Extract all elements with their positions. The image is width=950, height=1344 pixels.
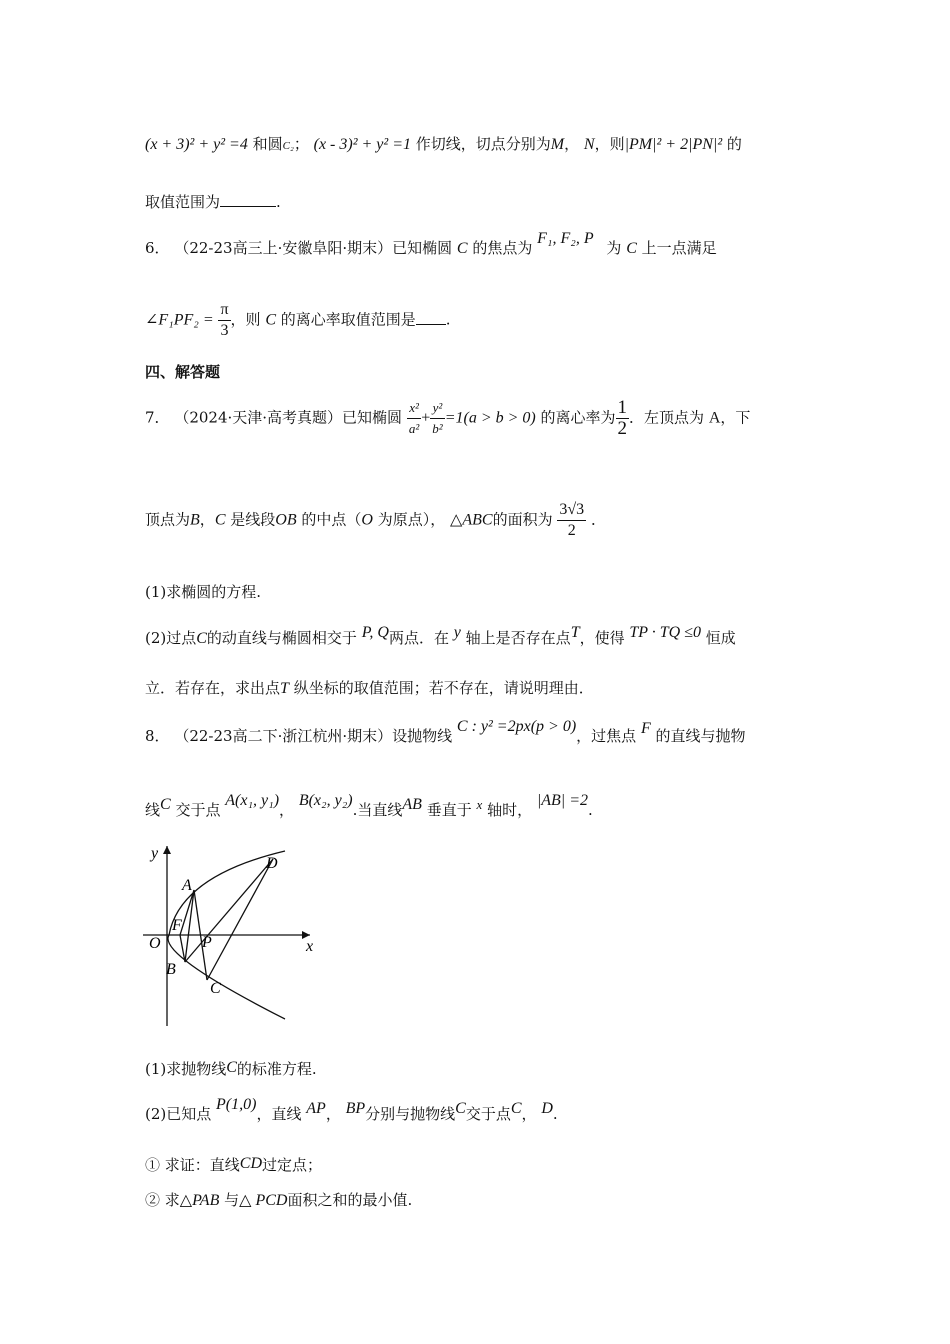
triangle-pcd: △ PCD xyxy=(239,1192,288,1209)
point-a: A xyxy=(708,409,721,427)
point-c: C xyxy=(510,1100,522,1117)
q8-line-1 xyxy=(145,718,746,747)
q8-text: .当直线 xyxy=(352,801,403,819)
q8-text: 面积之和的最小值. xyxy=(287,1191,413,1209)
parabola-equation: C : y² =2px(p > 0) xyxy=(456,718,577,735)
ellipse-c: C xyxy=(626,240,637,257)
frac-num: π xyxy=(218,300,230,321)
q8-text: (2)已知点 xyxy=(145,1105,212,1123)
y-axis-arrow xyxy=(163,846,171,854)
parabola-figure xyxy=(140,836,340,1036)
ellipse-eq-rest: =1(a > b > 0) xyxy=(444,409,536,427)
fig-label-p: P xyxy=(202,934,212,951)
q7-text: 为原点）， xyxy=(377,510,446,529)
tangent-text: 作切线，切点分别为 xyxy=(415,135,551,153)
y-over-b xyxy=(430,398,444,439)
q8-text: ，过焦点 xyxy=(576,727,637,745)
point-c: C xyxy=(214,511,226,529)
q6-text: 为 xyxy=(606,239,622,257)
question-number: 6． xyxy=(145,239,170,257)
q7-text: ，使得 xyxy=(579,629,625,647)
q8-text: 交于点 xyxy=(465,1105,511,1123)
q8-text: 垂直于 xyxy=(426,801,472,819)
pm-pn-expression: |PM|² + 2|PN|² xyxy=(624,136,723,153)
c2-label: C₂ xyxy=(282,140,294,152)
q7-text: 是线段 xyxy=(230,510,276,529)
point-b: B xyxy=(190,511,200,529)
q7-line-2 xyxy=(145,500,606,541)
frac-num: 1 xyxy=(617,397,628,418)
q8-text: 过定点； xyxy=(262,1156,323,1174)
question-number: 8． xyxy=(145,727,170,745)
points-pq: P, Q xyxy=(361,624,389,641)
q7-text: (2)过点 xyxy=(145,629,197,647)
q8-text: 交于点 xyxy=(175,801,221,819)
q7-part-1: (1)求椭圆的方程. xyxy=(145,583,262,601)
x-over-a xyxy=(407,398,421,439)
question-number: 7． xyxy=(145,408,170,427)
frac-num: 3√3 xyxy=(557,500,586,521)
q8-text: ② 求 xyxy=(145,1191,180,1209)
ellipse-c: C xyxy=(265,311,276,329)
q8-sub-2 xyxy=(145,1190,412,1211)
line-bp: BP xyxy=(345,1100,366,1117)
point-b-coords: B(x₂, y₂) xyxy=(298,792,353,809)
q7-part-2-line-1 xyxy=(145,624,736,649)
point-n: N xyxy=(583,136,595,153)
and-circle-text: 和圆 xyxy=(252,135,283,153)
dot-product-condition: TP · TQ ≤0 xyxy=(629,624,702,641)
question-source: （2024·天津·高考真题） xyxy=(174,408,343,427)
frac-den: 3 xyxy=(220,322,229,339)
q7-text: 的离心率为 xyxy=(540,408,616,427)
point-m: M xyxy=(550,136,565,153)
q7-text: ，下 xyxy=(720,408,751,427)
question-source: （22-23高二下·浙江杭州·期末） xyxy=(174,727,393,745)
q8-sub-1 xyxy=(145,1155,322,1176)
point-a-coords: A(x₁, y₁) xyxy=(225,792,280,809)
q7-text: 两点．在 xyxy=(388,629,449,647)
focus-points: F₁, F₂, P xyxy=(537,230,594,247)
q8-text: 轴时， xyxy=(487,801,533,819)
q7-part-2-line-2 xyxy=(145,678,594,699)
one-half xyxy=(616,398,630,439)
line-bd xyxy=(185,859,273,962)
q8-text: ① 求证：直线 xyxy=(145,1156,240,1174)
angle-expression: ∠F₁PF₂ = xyxy=(145,311,214,329)
of-text: 的 xyxy=(726,135,742,153)
frac-den: a² xyxy=(408,421,420,436)
point-p-coords: P(1,0) xyxy=(216,1096,257,1113)
line-ap: AP xyxy=(306,1100,326,1117)
comma: ， xyxy=(564,135,580,153)
frac-num: y² xyxy=(430,398,444,419)
q6-text: ，则 xyxy=(230,310,261,329)
area-fraction xyxy=(557,500,586,541)
q7-text: 已知椭圆 xyxy=(342,408,403,427)
period: . xyxy=(445,310,451,329)
segment-ob: OB xyxy=(275,511,297,529)
q7-text: ．左顶点为 xyxy=(629,408,705,427)
answer-blank[interactable] xyxy=(416,310,446,325)
q7-text: 恒成 xyxy=(705,629,736,647)
q6-text: 的焦点为 xyxy=(472,239,533,257)
q8-text: 设抛物线 xyxy=(392,727,453,745)
triangle-pab: △PAB xyxy=(179,1192,220,1209)
fig-label-b: B xyxy=(166,961,176,978)
range-text: 取值范围为 xyxy=(145,193,221,211)
q6-text: 已知椭圆 xyxy=(392,239,453,257)
q7-text: 轴上是否存在点 xyxy=(465,629,571,647)
q8-text: 与 xyxy=(224,1191,240,1209)
semicolon: ； xyxy=(293,135,309,153)
line-ab: AB xyxy=(402,796,422,813)
answer-blank[interactable] xyxy=(220,192,276,207)
pi-over-3 xyxy=(218,300,230,341)
point-d: D xyxy=(541,1100,553,1117)
plus: + xyxy=(421,409,431,427)
line-cd: CD xyxy=(239,1155,263,1172)
point-t: T xyxy=(570,624,580,641)
q6-text: 的离心率取值范围是 xyxy=(280,310,416,329)
q8-text: 的标准方程. xyxy=(236,1060,317,1078)
q8-text: 的直线与抛物 xyxy=(655,727,746,745)
q8-part-1 xyxy=(145,1059,317,1080)
q7-text: 的中点（ xyxy=(301,510,362,529)
q6-line-2 xyxy=(145,300,451,341)
q5-line-2 xyxy=(145,192,281,212)
q7-line-1 xyxy=(145,398,750,439)
focus-f: F xyxy=(640,720,651,737)
q7-text: 顶点为 xyxy=(145,510,191,529)
frac-den: 2 xyxy=(617,418,628,439)
fig-label-y: y xyxy=(151,845,159,862)
question-source: （22-23高三上·安徽阜阳·期末） xyxy=(174,239,393,257)
fig-label-x: x xyxy=(306,938,314,955)
q7-text: 的动直线与椭圆相交于 xyxy=(206,629,357,647)
q8-text: 分别与抛物线 xyxy=(365,1105,456,1123)
q8-line-2 xyxy=(145,792,593,821)
section-title: 四、解答题 xyxy=(145,363,221,381)
comma: ， xyxy=(279,801,295,819)
q8-text: 线 xyxy=(145,801,161,819)
fig-label-a: A xyxy=(182,877,192,894)
triangle-abc: △ABC xyxy=(450,511,493,529)
q8-text: . xyxy=(552,1105,558,1123)
fig-label-d: D xyxy=(266,855,278,872)
then-text: ，则 xyxy=(594,135,625,153)
q5-line-1 xyxy=(145,134,742,156)
circle2-equation: (x - 3)² + y² =1 xyxy=(313,136,411,153)
q7-text: 的面积为 xyxy=(492,510,553,529)
point-t: T xyxy=(280,680,289,697)
x-axis-label: x xyxy=(476,797,483,812)
frac-den: b² xyxy=(432,421,443,436)
frac-den: 2 xyxy=(567,522,576,539)
fig-label-c: C xyxy=(210,980,221,997)
parabola-c: C xyxy=(226,1059,237,1076)
q8-text: ， xyxy=(521,1105,537,1123)
q6-text: 上一点满足 xyxy=(641,239,717,257)
q8-text: ， xyxy=(325,1105,341,1123)
q7-text: 纵坐标的取值范围；若不存在，请说明理由． xyxy=(293,679,594,697)
fig-label-f: F xyxy=(172,917,182,934)
ellipse-c: C xyxy=(456,240,468,257)
fig-label-o: O xyxy=(149,935,161,952)
chord-cd xyxy=(207,859,273,980)
q6-line-1 xyxy=(145,230,717,259)
y-axis-label: y xyxy=(453,624,461,641)
point-c: C xyxy=(196,630,207,647)
origin-o: O xyxy=(361,511,373,529)
ab-length: |AB| =2 xyxy=(536,792,588,809)
q8-text: . xyxy=(588,801,593,819)
q7-text: ， xyxy=(199,510,215,529)
period: . xyxy=(276,193,281,211)
circle1-equation: (x + 3)² + y² =4 xyxy=(145,136,248,153)
q7-text: ． xyxy=(590,510,606,529)
q8-text: (1)求抛物线 xyxy=(145,1060,227,1078)
q8-part-2 xyxy=(145,1096,558,1125)
parabola-c: C xyxy=(455,1100,466,1117)
parabola-c: C xyxy=(160,796,171,813)
chord-ab xyxy=(180,890,194,962)
q8-text: ，直线 xyxy=(256,1105,302,1123)
q7-text: 立．若存在，求出点 xyxy=(145,679,281,697)
frac-num: x² xyxy=(407,398,421,419)
